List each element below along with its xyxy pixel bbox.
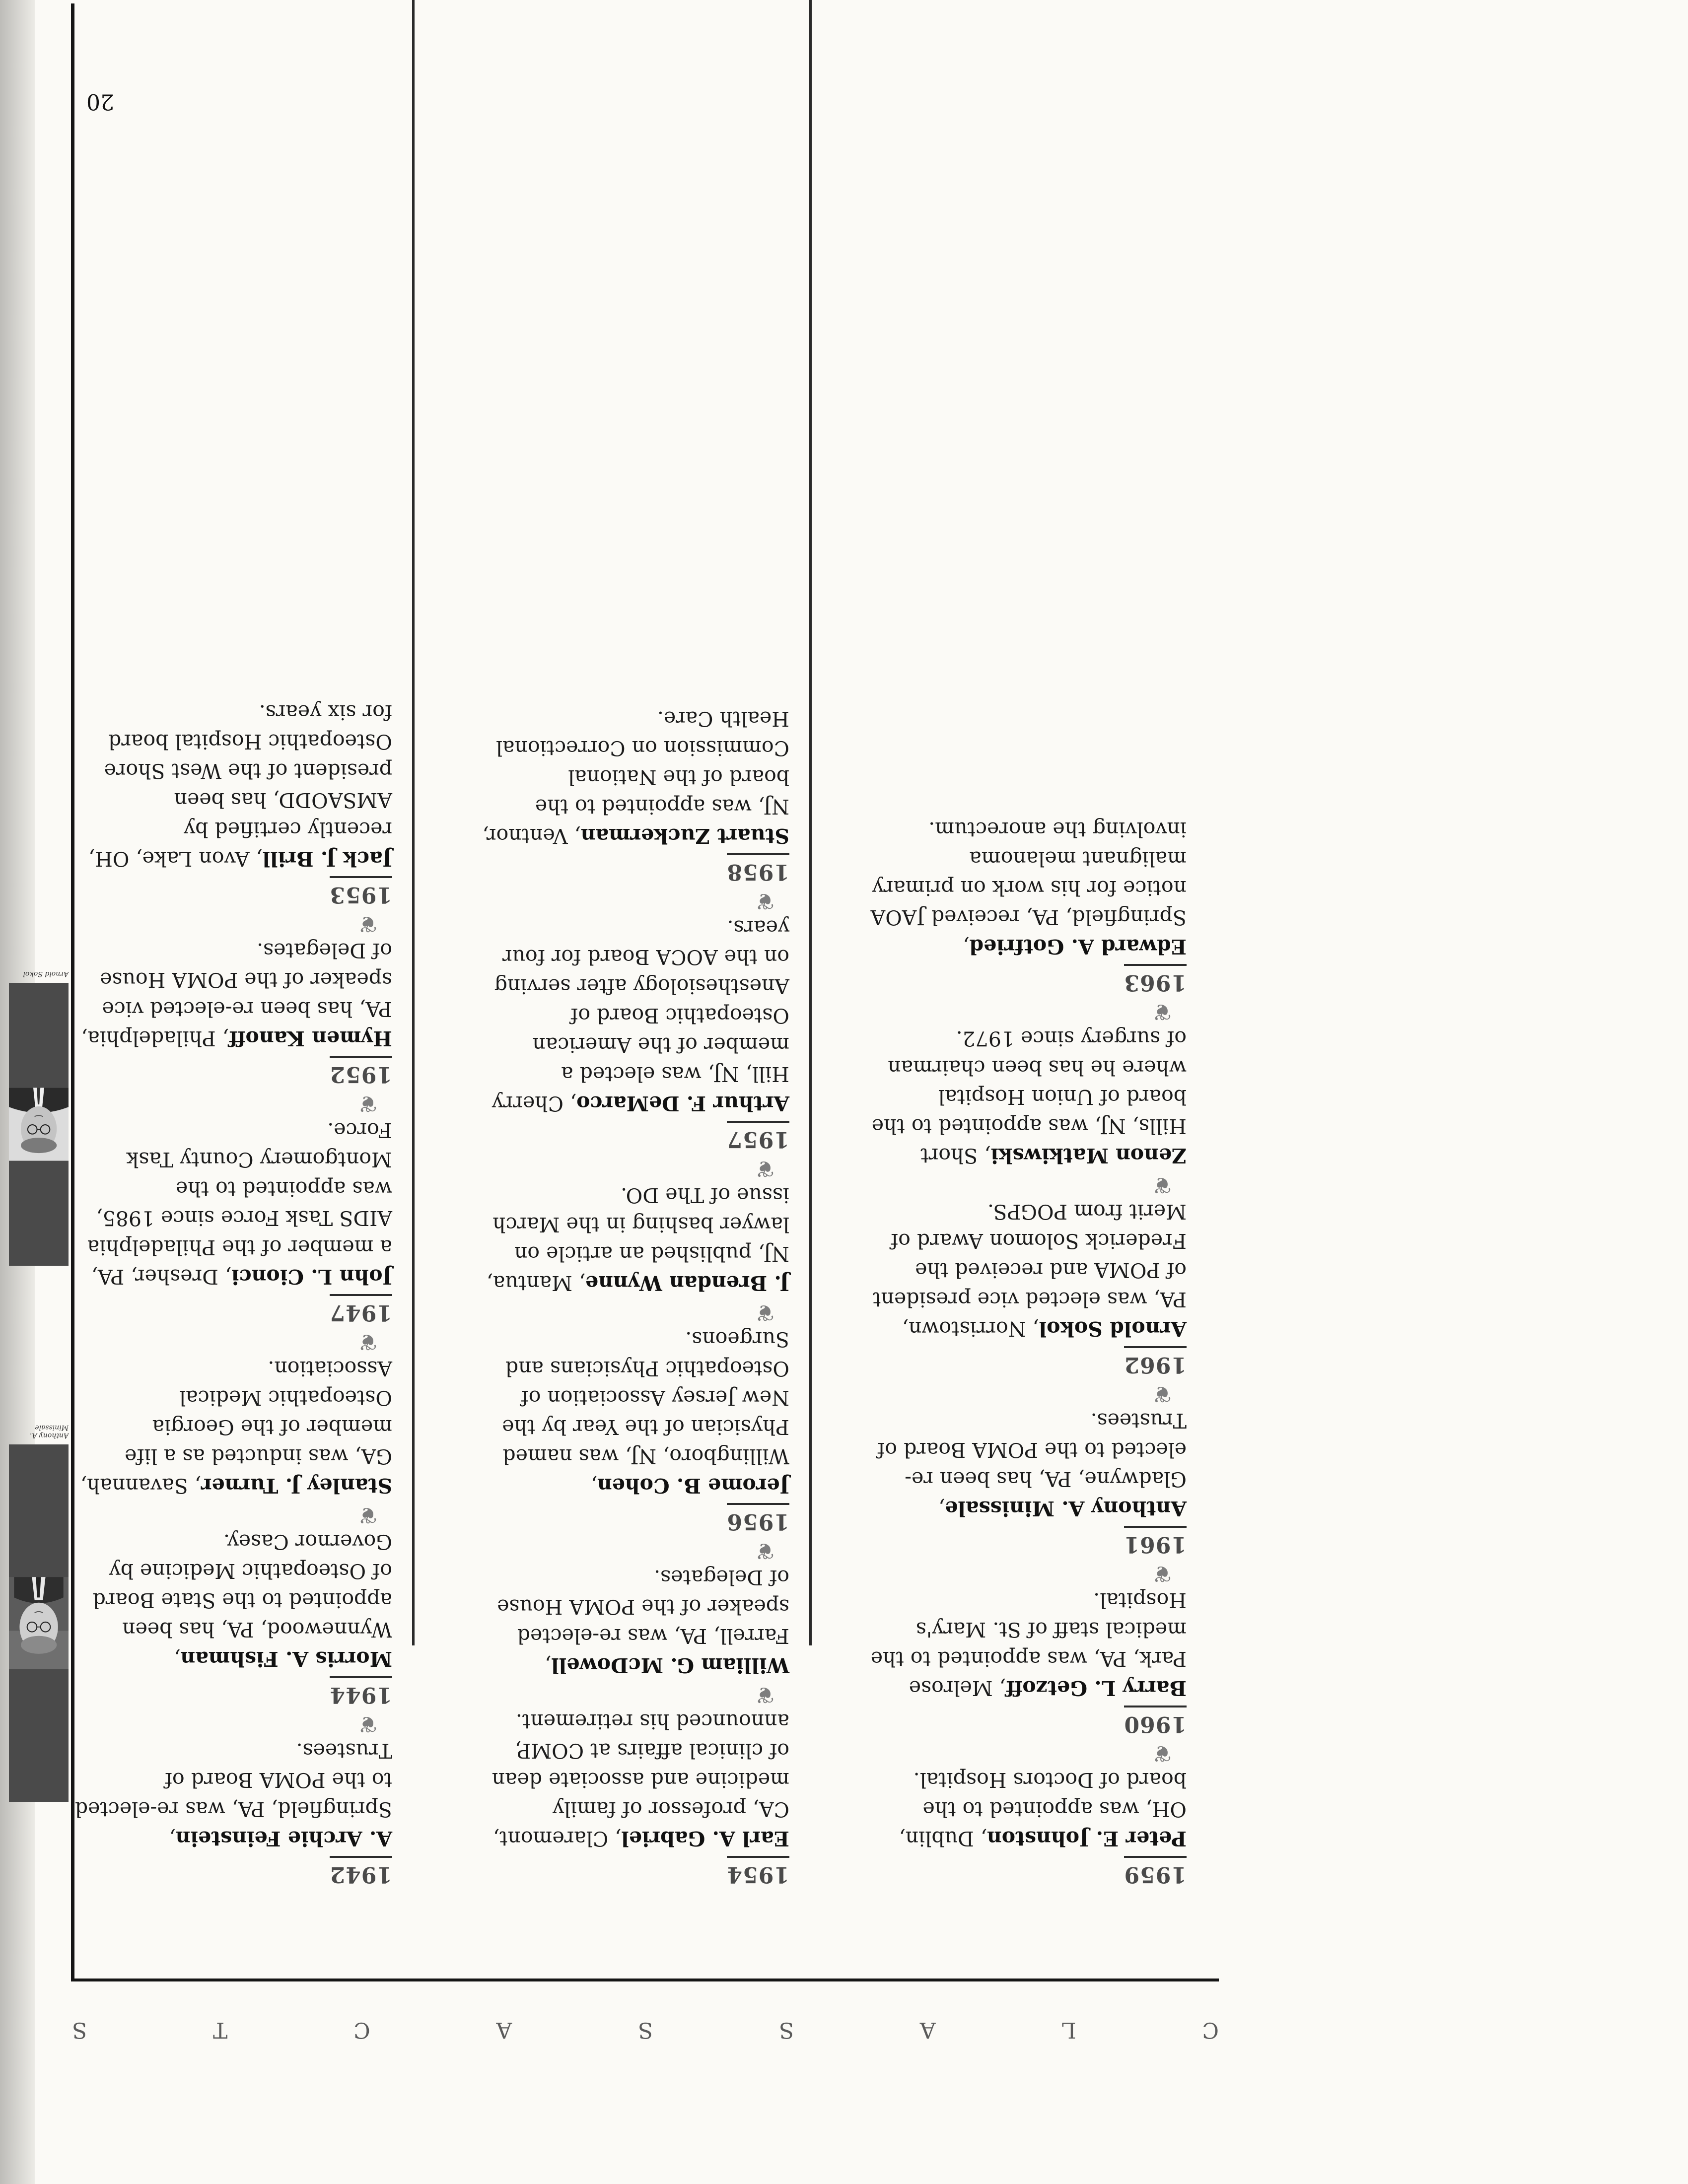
entry-description: , Springfield, PA, was re-elected to the POMA Board of Trustees. [74, 1739, 392, 1850]
alumnus-name: Barry L. Getzoff [1005, 1676, 1187, 1700]
heading-letter: S [778, 2017, 794, 2043]
alumnus-name: Arnold Sokol [1039, 1317, 1187, 1341]
fleuron-ornament-icon: ❦ [358, 911, 377, 938]
portrait-image [9, 1444, 69, 1802]
entry-description: , Ventnor, NJ, was appointed to the board of the National Commission on Correctional Health Care. [482, 707, 789, 848]
heading-letter: C [353, 2017, 370, 2043]
entry-description: , Melrose Park, PA, was appointed to the medical staff of St. Mary's Hospital. [870, 1588, 1187, 1700]
heading-letter: C [1202, 2017, 1219, 2043]
heading-rule [72, 1979, 1219, 1981]
entry-text [869, 1197, 1187, 1343]
class-year: 1961 [1124, 1526, 1187, 1559]
heading-letter: S [72, 2017, 87, 2043]
class-note-entry [869, 1585, 1187, 1765]
fleuron-ornament-icon: ❦ [1152, 1381, 1172, 1408]
column-separator [412, 0, 415, 1645]
entry-description: , Farrell, PA, was re-elected speaker of the POMA House of Delegates. [497, 1566, 789, 1677]
alumnus-name: A. Archie Feinstein [175, 1827, 392, 1850]
class-note-entry [869, 1406, 1187, 1585]
alumnus-name: Earl A. Gabriel [621, 1827, 789, 1850]
news-column-1959-1963 [869, 815, 1187, 1889]
photo-anthony-minissale [9, 1444, 69, 1802]
entry-text [74, 1115, 392, 1291]
entry-text [869, 1406, 1187, 1523]
entry-text [472, 1563, 789, 1680]
class-note-entry [74, 936, 392, 1115]
photo-caption: Anthony A. Minissale [29, 1424, 69, 1439]
fleuron-ornament-icon: ❦ [358, 1711, 377, 1738]
entry-text [869, 1585, 1187, 1703]
entry-description: , Philadelphia, PA, has been re-elected vice speaker of the POMA House of Delegates. [81, 939, 392, 1050]
entry-text [472, 704, 789, 850]
alumnus-name: Anthony A. Minissale [945, 1497, 1187, 1520]
alumnus-name: William G. McDowell [551, 1653, 789, 1677]
class-year: 1957 [727, 1121, 789, 1154]
class-note-entry [74, 1354, 392, 1527]
class-year: 1953 [330, 876, 392, 909]
alumnus-name: J. Brendan Wynne [585, 1271, 789, 1295]
class-year: 1959 [1124, 1856, 1187, 1889]
heading-letter: A [919, 2017, 936, 2043]
fleuron-ornament-icon: ❦ [358, 1091, 377, 1117]
entry-description: , Mantua, NJ, published an article on lawyer bashing in the March issue of The DO. [486, 1183, 789, 1295]
entry-description: , Norristown, PA, was elected vice president of POMA and received the Frederick Solomon Award of Merit from POGPS. [873, 1200, 1187, 1341]
class-year: 1954 [727, 1856, 789, 1889]
entry-text [472, 1324, 789, 1500]
fleuron-ornament-icon: ❦ [1152, 1561, 1172, 1587]
fleuron-ornament-icon: ❦ [358, 1329, 377, 1356]
alumnus-name: Edward A. Gotfried [969, 935, 1187, 958]
fleuron-ornament-icon: ❦ [755, 1682, 774, 1708]
fleuron-ornament-icon: ❦ [1152, 999, 1172, 1025]
entry-text [869, 1024, 1187, 1170]
class-note-entry [472, 1563, 789, 1706]
entry-text [74, 697, 392, 873]
alumnus-name: Morris A. Fishman [180, 1647, 392, 1671]
fleuron-ornament-icon: ❦ [1152, 1740, 1172, 1767]
entry-description: , Springfield, PA, received JAOA notice for his work on primary malignant melanoma involving the anorectum. [870, 818, 1187, 958]
class-note-entry [472, 704, 789, 913]
class-note-entry [74, 1115, 392, 1354]
entry-description: , Wynnewood, PA, has been appointed to the State Board of Osteopathic Medicine by Governor Casey. [92, 1530, 392, 1671]
fleuron-ornament-icon: ❦ [755, 1299, 774, 1326]
entry-description: , Dublin, OH, was appointed to the board of Doctors Hospital. [899, 1768, 1187, 1850]
fleuron-ornament-icon: ❦ [755, 1156, 774, 1182]
heading-letter: L [1061, 2017, 1076, 2043]
news-column-1954-1958 [472, 704, 789, 1889]
entry-text [869, 1765, 1187, 1853]
alumnus-name: Stanley J. Turner [201, 1474, 392, 1498]
class-year: 1947 [330, 1294, 392, 1327]
section-heading-class-acts [72, 2010, 1219, 2050]
entry-description: , Cherry Hill, NJ, was elected a member of the American Osteopathic Board of Anesthesiology after serving on the AOCA Board for four years. [492, 916, 789, 1115]
class-note-entry [869, 1765, 1187, 1889]
alumnus-name: Arthur F. DeMarco [576, 1092, 789, 1115]
entry-description: , Avon Lake, OH, recently certified by AMSAODD, has been president of the West Shore Osteopathic Hospital board for six years. [88, 700, 392, 871]
heading-letter: T [212, 2017, 228, 2043]
entry-description: , Claremont, CA, professor of family medicine and associate dean of clinical affairs at COMP, announced his retirement. [492, 1709, 789, 1850]
class-year: 1962 [1124, 1346, 1187, 1379]
class-note-entry [869, 1197, 1187, 1406]
class-note-entry [472, 913, 789, 1180]
entry-text [74, 1354, 392, 1500]
class-note-entry [869, 1024, 1187, 1197]
entry-text [74, 1736, 392, 1853]
class-note-entry [472, 1324, 789, 1563]
class-year: 1960 [1124, 1706, 1187, 1738]
heading-letter: S [638, 2017, 653, 2043]
fleuron-ornament-icon: ❦ [1152, 1172, 1172, 1199]
column-border-rule [71, 3, 74, 1981]
fleuron-ornament-icon: ❦ [755, 888, 774, 915]
class-note-entry [869, 815, 1187, 1024]
entry-description: , Gladwyne, PA, has been re-elected to the POMA Board of Trustees. [877, 1409, 1187, 1520]
alumnus-name: John L. Cionci [231, 1265, 392, 1289]
entry-description: , Willingboro, NJ, was named Physician of the Year by the New Jersey Association of Osteopathic Physicians and Surgeons. [502, 1327, 789, 1498]
alumnus-name: Zenon Matkiwski [990, 1144, 1187, 1167]
class-year: 1958 [727, 853, 789, 886]
heading-letter: A [496, 2017, 512, 2043]
alumnus-name: Jerome B. Cohen [597, 1474, 789, 1498]
class-year: 1944 [330, 1676, 392, 1709]
alumnus-name: Peter E. Johnston [986, 1827, 1187, 1850]
page-number: 20 [86, 89, 114, 114]
class-year: 1956 [727, 1503, 789, 1536]
class-year: 1942 [330, 1856, 392, 1889]
entry-text [74, 1527, 392, 1673]
entry-description: , Dresher, PA, a member of the Philadelphia AIDS Task Force since 1985, was appointed to the Montgomery County Task Force. [87, 1118, 392, 1289]
photo-caption: Arnold Sokol [23, 970, 69, 978]
entry-text [472, 913, 789, 1118]
entry-text [472, 1180, 789, 1297]
entry-description: , Savannah, GA, was inducted as a life member of the Georgia Osteopathic Medical Association. [80, 1357, 392, 1498]
class-year: 1952 [330, 1056, 392, 1089]
fleuron-ornament-icon: ❦ [755, 1538, 774, 1565]
entry-description: , Short Hills, NJ, was appointed to the board of Union Hospital where he has been chairman of surgery since 1972. [871, 1026, 1187, 1167]
portrait-image [9, 983, 69, 1266]
alumnus-name: Hymen Kanoff [228, 1026, 392, 1050]
entry-text [472, 1706, 789, 1853]
class-note-entry [472, 1180, 789, 1324]
entry-text [74, 936, 392, 1053]
alumnus-name: Stuart Zuckerman [580, 824, 789, 848]
class-year: 1963 [1124, 964, 1187, 997]
column-separator [809, 0, 812, 1645]
photo-arnold-sokol [9, 983, 69, 1266]
entry-text [869, 815, 1187, 961]
news-column-1942-1953 [74, 697, 392, 1889]
alumnus-name: Jack J. Brill [262, 847, 392, 871]
class-note-entry [74, 1736, 392, 1889]
class-note-entry [472, 1706, 789, 1889]
class-note-entry [74, 1527, 392, 1736]
fleuron-ornament-icon: ❦ [358, 1502, 377, 1529]
class-note-entry [74, 697, 392, 936]
